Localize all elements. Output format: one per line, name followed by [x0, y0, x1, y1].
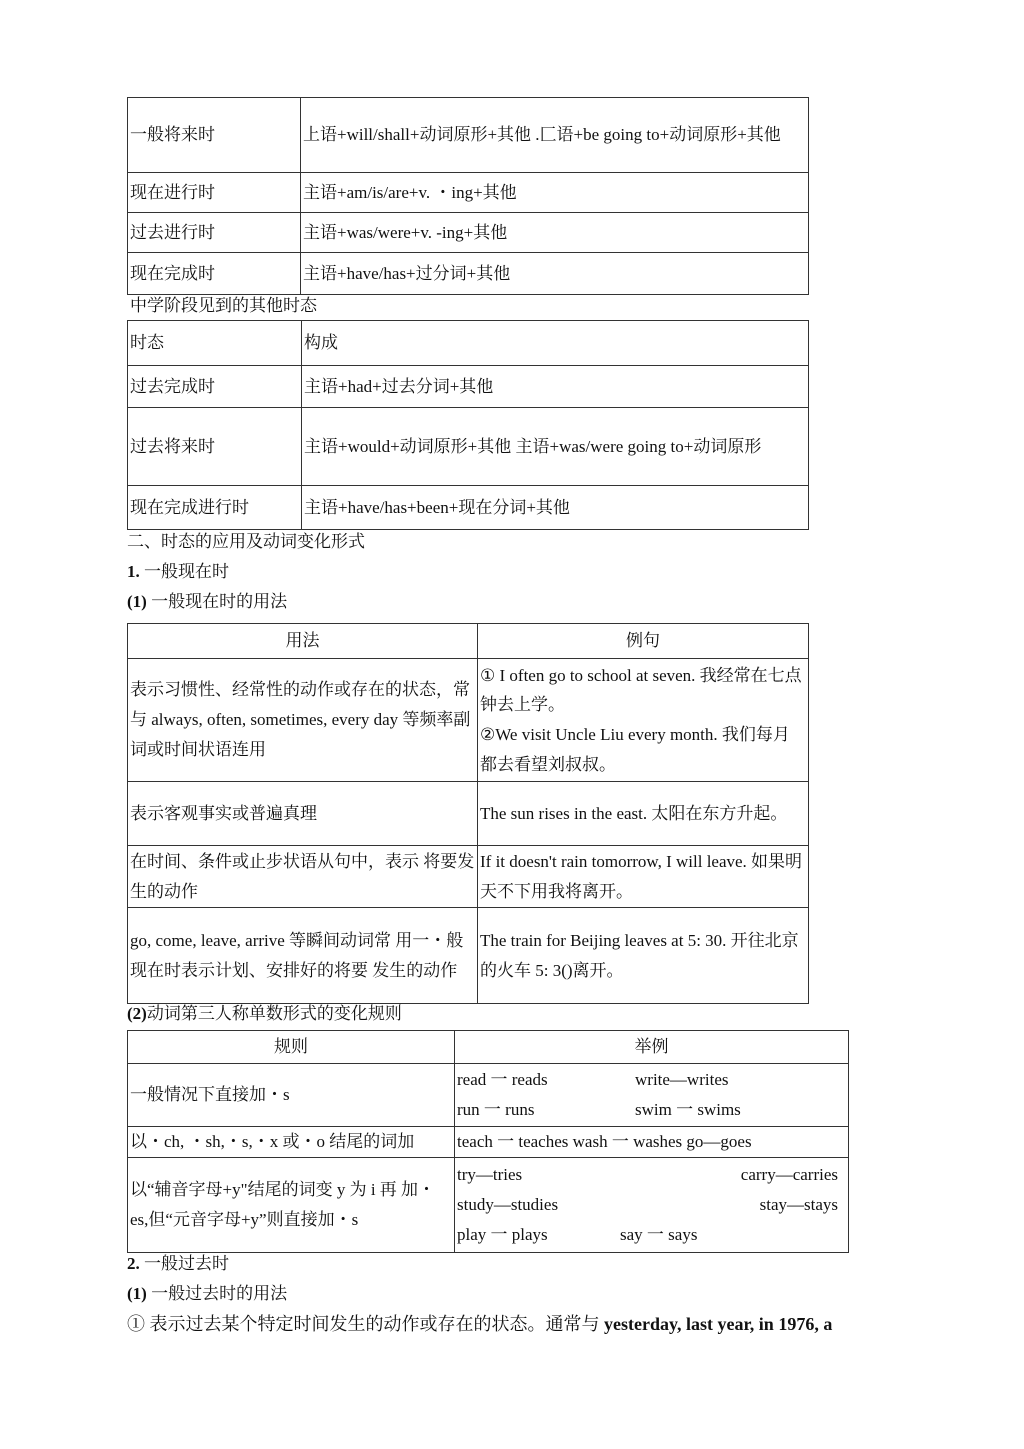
section-title: 二、时态的应用及动词变化形式: [127, 532, 365, 551]
body-text: ① 表示过去某个特定时间发生的动作或存在的状态。通常与: [127, 1314, 604, 1334]
form-cell: 主语+have/has+been+现在分词+其他: [302, 486, 809, 530]
tense-cell: 现在完成时: [128, 253, 301, 295]
subsection-number: (1): [127, 592, 147, 611]
example-cell: [478, 659, 809, 782]
usage-cell: 在时间、条件或止步状语从句中，表示 将要发生的动作: [128, 846, 478, 908]
subsection-third-person: [127, 1004, 402, 1024]
header-tense: 时态: [128, 321, 302, 366]
subsection-number: (2): [127, 1004, 147, 1023]
example-cell: The sun rises in the east. 太阳在东方升起。: [478, 782, 809, 846]
subsection-number: (1): [127, 1284, 147, 1303]
example-line: try—tries carry—carries: [457, 1165, 838, 1185]
form-cell: 主语+am/is/are+v. ・ing+其他: [301, 173, 809, 213]
header-rule: 规则: [128, 1031, 455, 1064]
past-usage-line: [127, 1314, 832, 1336]
form-cell: 主语+have/has+过分词+其他: [301, 253, 809, 295]
tense-cell: 过去进行时: [128, 213, 301, 253]
subsection-past-simple: [127, 1254, 229, 1274]
subsection-present-usage: [127, 592, 287, 612]
header-form: 构成: [302, 321, 809, 366]
example-cell: The train for Beijing leaves at 5: 30. 开往北京的火车 5: 3()离开。: [478, 908, 809, 1004]
form-cell: 上语+will/shall+动词原形+其他 .匚语+be going to+动词原形+其他: [301, 98, 809, 173]
example-cell: teach 一 teaches wash 一 washes go—goes: [455, 1127, 849, 1158]
tense-cell: 现在进行时: [128, 173, 301, 213]
form-cell: 主语+was/were+v. -ing+其他: [301, 213, 809, 253]
third-person-rules-table: [127, 1030, 849, 1253]
header-usage: 用法: [128, 624, 478, 659]
subsection-number: 2.: [127, 1254, 140, 1273]
tense-table-other: [127, 320, 809, 530]
rule-cell: 以“辅音字母+y"结尾的词变 y 为 i 再 加・es,但“元音字母+y”则直接加・s: [128, 1158, 455, 1253]
tense-table-main: [127, 97, 809, 295]
example-cell: [455, 1064, 849, 1127]
subsection-text: 一般现在时的用法: [146, 592, 288, 611]
subsection-number: 1.: [127, 562, 140, 581]
body-text-bold: yesterday, last year, in 1976, a: [604, 1314, 833, 1334]
other-tenses-caption: 中学阶段见到的其他时态: [130, 296, 317, 315]
rule-cell: 一般情况下直接加・s: [128, 1064, 455, 1127]
subsection-text: 一般现在时: [139, 562, 229, 581]
form-cell: 主语+would+动词原形+其他 主语+was/were going to+动词原形: [302, 408, 809, 486]
present-usage-table: [127, 623, 809, 1004]
rule-cell: 以・ch, ・sh,・s,・x 或・o 结尾的词加: [128, 1127, 455, 1158]
subsection-past-usage: [127, 1284, 287, 1304]
subsection-present-simple: [127, 562, 229, 582]
usage-cell: 表示习惯性、经常性的动作或存在的状态，常与 always, often, sometimes, every day 等频率副词或时间状语连用: [128, 659, 478, 782]
subsection-text: 动词第三人称单数形式的变化规则: [146, 1004, 402, 1023]
form-cell: 主语+had+过去分词+其他: [302, 366, 809, 408]
example-line: play 一 plays say 一 says: [457, 1224, 698, 1244]
example-line: ②We visit Uncle Liu every month. 我们每月都去看望刘叔叔。: [480, 725, 790, 774]
header-example: 举例: [455, 1031, 849, 1064]
tense-cell: 现在完成进行时: [128, 486, 302, 530]
example-line: ① I often go to school at seven. 我经常在七点钟去上学。: [480, 665, 802, 715]
subsection-text: 一般过去时的用法: [146, 1284, 288, 1303]
subsection-text: 一般过去时: [139, 1254, 229, 1273]
usage-cell: 表示客观事实或普遍真理: [128, 782, 478, 846]
example-line: run 一 runs swim 一 swims: [457, 1100, 741, 1119]
tense-cell: 过去完成时: [128, 366, 302, 408]
example-cell: [455, 1158, 849, 1253]
usage-cell: go, come, leave, arrive 等瞬间动词常 用一・般现在时表示计划、安排好的将要 发生的动作: [128, 908, 478, 1004]
example-cell: If it doesn't rain tomorrow, I will leave. 如果明天不下用我将离开。: [478, 846, 809, 908]
example-line: study—studies stay—stays: [457, 1195, 838, 1215]
tense-cell: 一般将来时: [128, 98, 301, 173]
header-example: 例句: [478, 624, 809, 659]
example-line: read 一 reads write—writes: [457, 1070, 729, 1090]
tense-cell: 过去将来时: [128, 408, 302, 486]
